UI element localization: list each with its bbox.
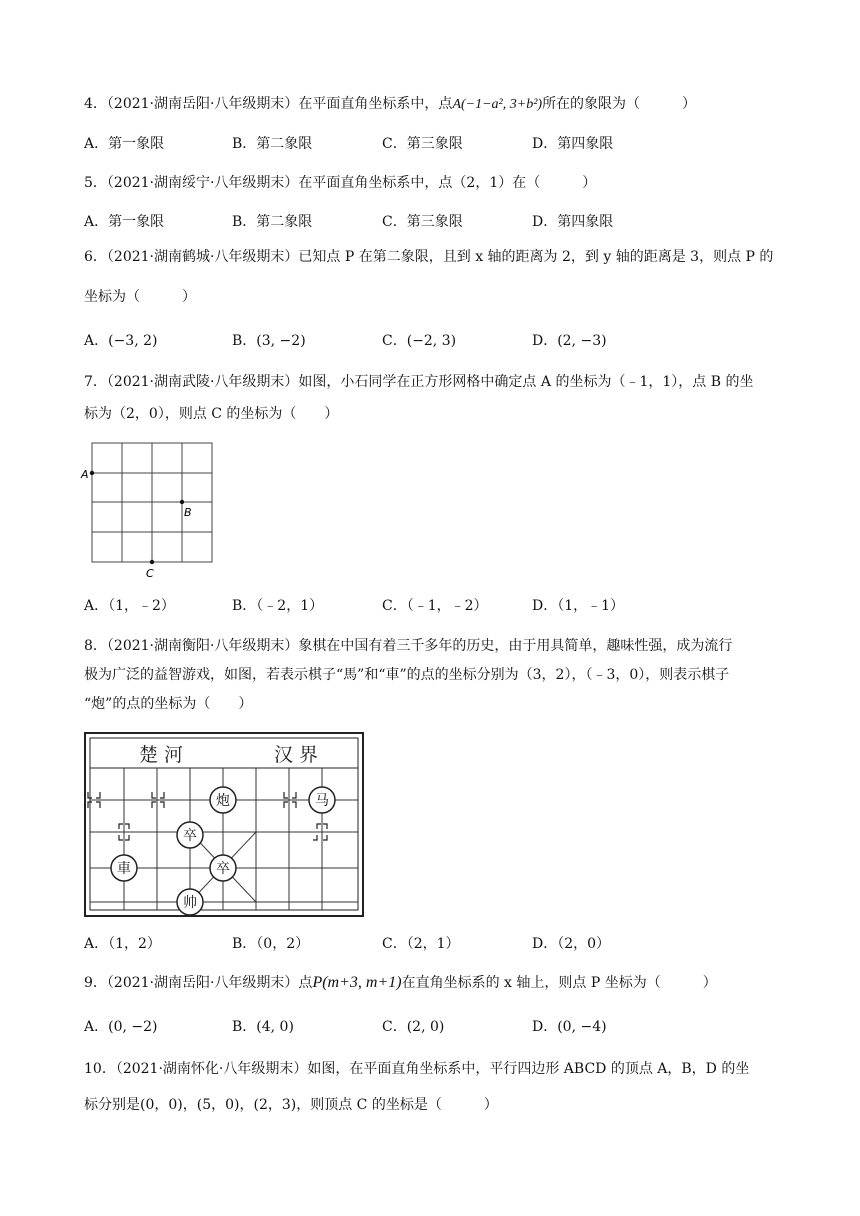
q9-stem [84, 973, 717, 993]
q7-point-b [180, 500, 184, 504]
q5-option-a: A．第一象限 [84, 214, 165, 230]
q8-stem-line1: 8．（2021·湖南衡阳·八年级期末）象棋在中国有着三千多年的历史，由于用具简单，趣味性强，成为流行 [84, 638, 733, 654]
q7-option-a: A．（1，﹣2） [84, 598, 175, 614]
q7-stem-line1: 7．（2021·湖南武陵·八年级期末）如图，小石同学在正方形网格中确定点 A 的坐标为（﹣1，1），点 B 的坐 [84, 374, 754, 390]
q8-river-right-text: 汉界 [274, 744, 325, 766]
q8-option-a: A．（1，2） [84, 936, 161, 952]
q8-chessboard-svg [84, 732, 366, 918]
q6-option-c: C．(−2, 3) [382, 333, 457, 349]
q4-option-b: B．第二象限 [232, 136, 313, 152]
q8-piece-zu-label: 卒 [216, 861, 230, 877]
q8-option-d: D．（2，0） [532, 936, 611, 952]
q8-option-b: B．（0，2） [232, 936, 310, 952]
q7-label-b: B [184, 506, 192, 519]
q7-option-c: C．（﹣1，﹣2） [382, 598, 488, 614]
q7-grid-figure [80, 438, 220, 584]
q4-option-a: A．第一象限 [84, 136, 165, 152]
q6-option-b: B．(3, −2) [232, 333, 306, 349]
q9-option-c: C．(2, 0) [382, 1019, 445, 1035]
q8-chessboard-figure [84, 732, 366, 922]
q4-stem-text: 4．（2021·湖南岳阳·八年级期末）在平面直角坐标系中，点 [84, 96, 453, 112]
q4-point-expression: A(−1−a², 3+b²) [452, 97, 543, 112]
q9-option-d: D．(0, −4) [532, 1019, 607, 1035]
q8-piece-shuai-label: 帅 [183, 895, 197, 911]
q7-stem-line2: 标为（2，0），则点 C 的坐标为（ ） [84, 406, 339, 422]
q6-option-d: D．(2, −3) [532, 333, 607, 349]
q10-stem-line2: 标分别是(0，0)，(5，0)，(2，3)，则顶点 C 的坐标是（ ） [84, 1097, 498, 1113]
q8-option-c: C．（2，1） [382, 936, 460, 952]
q6-stem-line2: 坐标为（ ） [84, 289, 196, 305]
q4-option-d: D．第四象限 [532, 136, 614, 152]
q7-grid-lines [92, 443, 212, 562]
q9-stem-text: 9．（2021·湖南岳阳·八年级期末）点 [84, 975, 313, 991]
q9-option-b: B．(4, 0) [232, 1019, 294, 1035]
q8-river-left-text: 楚河 [139, 744, 190, 766]
q7-grid-svg [80, 438, 220, 580]
q5-stem: 5．（2021·湖南绥宁·八年级期末）在平面直角坐标系中，点（2，1）在（ ） [84, 175, 597, 191]
q8-piece-ma-label: 马 [315, 793, 329, 809]
q9-stem-tail: 在直角坐标系的 x 轴上，则点 P 坐标为（ ） [401, 975, 717, 991]
q7-point-c [150, 560, 154, 564]
q8-piece-zu-label: 卒 [183, 828, 197, 844]
q5-option-b: B．第二象限 [232, 214, 313, 230]
q6-stem-line1: 6．（2021·湖南鹤城·八年级期末）已知点 P 在第二象限，且到 x 轴的距离为 2，到 y 轴的距离是 3，则点 P 的 [84, 249, 774, 265]
q7-point-a [90, 471, 94, 475]
q7-option-d: D．（1，﹣1） [532, 598, 625, 614]
q9-point-expression: P(m+3, m+1) [312, 974, 402, 991]
q7-label-a: A [81, 468, 89, 481]
q5-option-d: D．第四象限 [532, 214, 614, 230]
q8-piece-ju-label: 車 [117, 861, 131, 877]
q10-stem-line1: 10．（2021·湖南怀化·八年级期末）如图，在平面直角坐标系中，平行四边形 ABCD 的顶点 A，B，D 的坐 [84, 1061, 750, 1077]
q4-stem-tail: 所在的象限为（ ） [542, 96, 697, 112]
q4-stem [84, 94, 696, 115]
q8-stem-line2: 极为广泛的益智游戏，如图，若表示棋子“馬”和“車”的点的坐标分别为（3，2），（﹣3，0），则表示棋子 [84, 667, 730, 683]
q6-option-a: A．(−3, 2) [84, 333, 158, 349]
q7-option-b: B．（﹣2，1） [232, 598, 324, 614]
q4-option-c: C．第三象限 [382, 136, 463, 152]
q8-piece-pao-label: 炮 [216, 793, 230, 809]
q9-option-a: A．(0, −2) [84, 1019, 158, 1035]
q5-option-c: C．第三象限 [382, 214, 463, 230]
q8-stem-line3: “炮”的点的坐标为（ ） [84, 696, 253, 712]
q7-label-c: C [146, 567, 154, 580]
